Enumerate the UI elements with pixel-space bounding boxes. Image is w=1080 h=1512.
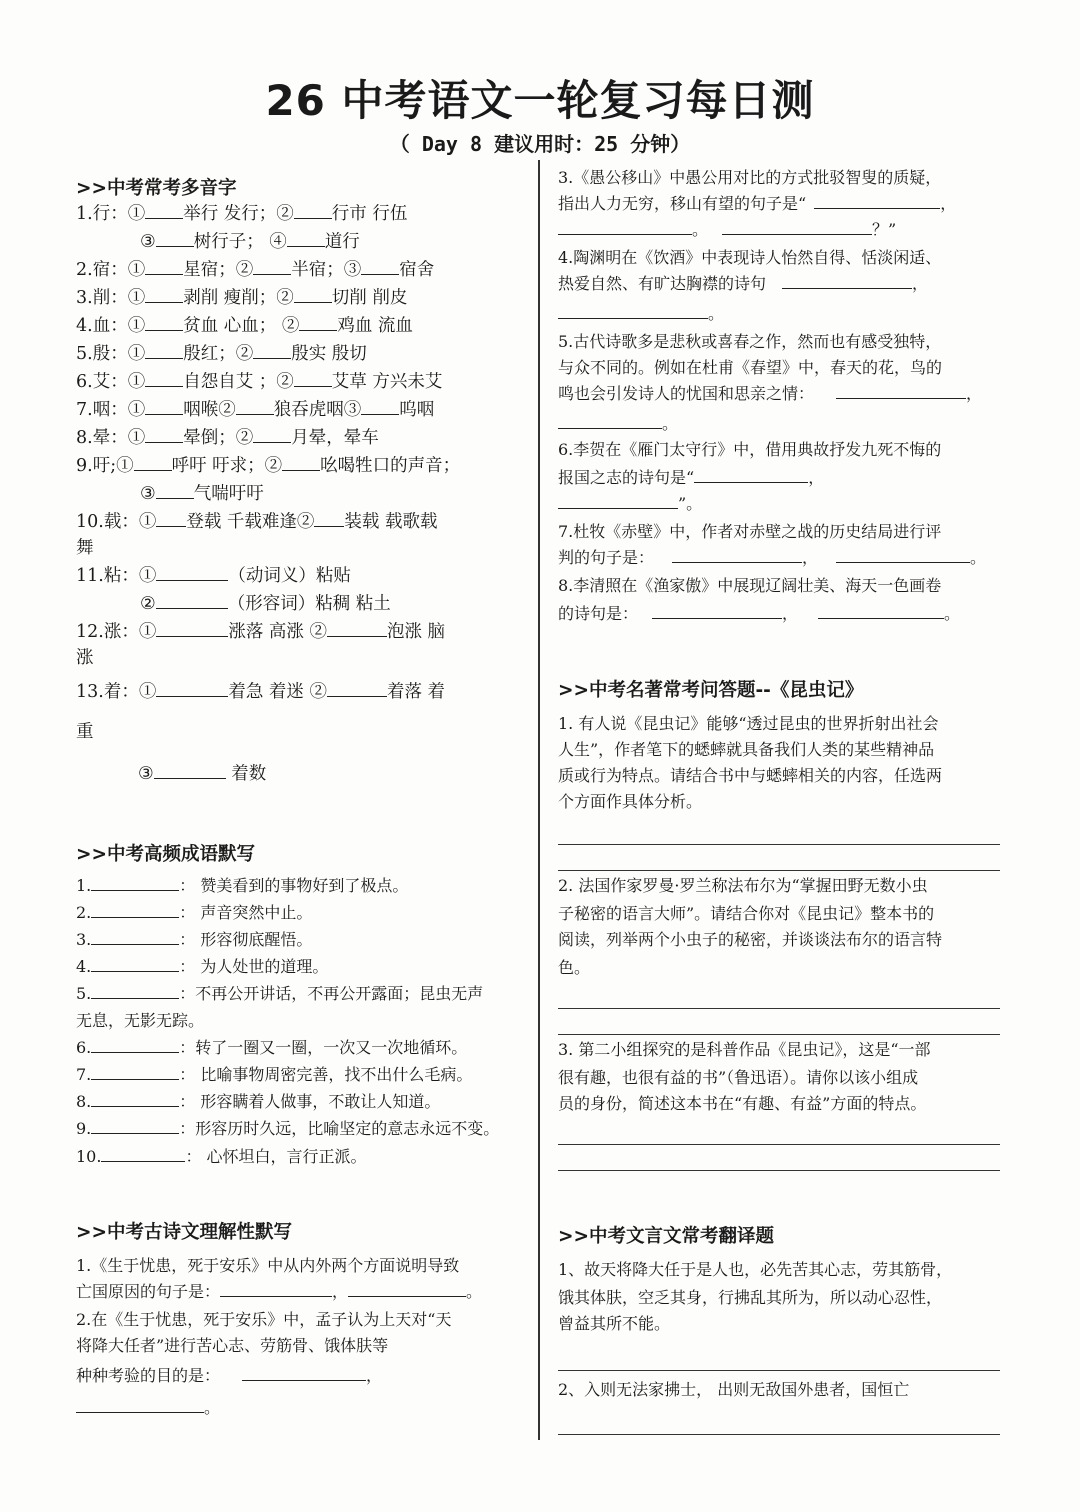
polyphone-line: 2.宿：① 星宿；② 半宿；③ 宿舍 xyxy=(76,256,434,284)
question-line: 阅读，列举两个小虫子的秘密，并谈谈法布尔的语言特 xyxy=(558,930,943,949)
polyphone-line: 9.吁;① 呼吁 吁求；② 吆喝牲口的声音； xyxy=(76,452,460,480)
poetry-line: 报国之志的诗句是“ ， xyxy=(558,464,824,492)
poetry-line: 亡国原因的句子是： ， 。 xyxy=(76,1278,482,1306)
polyphone-line: 13.着：① 着急 着迷 ② 着落 着 xyxy=(76,678,445,706)
question-line: 1、故天将降大任于是人也，必先苦其心志，劳其筋骨， xyxy=(558,1260,953,1279)
answer-blank[interactable] xyxy=(558,300,708,319)
answer-blank[interactable] xyxy=(558,410,662,429)
polyphone-line: ③ 气喘吁吁 xyxy=(140,480,264,508)
polyphone-line: 1.行：① 举行 发行；② 行市 行伍 xyxy=(76,200,407,228)
answer-blank[interactable] xyxy=(156,590,228,609)
answer-blank[interactable] xyxy=(242,1362,366,1381)
poetry-line: 热爱自然、有旷达胸襟的诗句 ， xyxy=(558,270,928,298)
poetry-line: 2.在《生于忧患，死于安乐》中，孟子认为上天对“天 xyxy=(76,1310,452,1329)
answer-blank[interactable] xyxy=(91,926,179,945)
answer-blank[interactable] xyxy=(91,1088,179,1107)
answer-line[interactable] xyxy=(558,844,1000,845)
classic-heading: >>中考名著常考问答题--《昆虫记》 xyxy=(558,680,864,701)
answer-blank[interactable] xyxy=(91,1115,179,1134)
poetry-heading: >>中考古诗文理解性默写 xyxy=(76,1222,293,1243)
answer-line[interactable] xyxy=(558,870,1000,871)
polyphone-line: 6.艾：① 自怨自艾 ；② 艾草 方兴未艾 xyxy=(76,368,442,396)
idioms-heading: >>中考高频成语默写 xyxy=(76,844,256,865)
answer-blank[interactable] xyxy=(91,872,179,891)
poetry-line: 7.杜牧《赤壁》中，作者对赤壁之战的历史结局进行评 xyxy=(558,522,942,541)
polyphone-heading: >>中考常考多音字 xyxy=(76,178,237,199)
poetry-line: 。 xyxy=(558,300,724,328)
polyphone-line: 3.削：① 剥削 瘦削；② 切削 削皮 xyxy=(76,284,407,312)
translation-heading: >>中考文言文常考翻译题 xyxy=(558,1226,775,1247)
polyphone-line: 11.粘：① （动词义）粘贴 xyxy=(76,562,351,590)
question-line: 子秘密的语言大师”。请结合你对《昆虫记》整本书的 xyxy=(558,904,935,923)
answer-blank[interactable] xyxy=(348,1278,466,1297)
answer-blank[interactable] xyxy=(327,678,387,697)
answer-blank[interactable] xyxy=(156,480,194,499)
question-line: 饿其体肤，空乏其身，行拂乱其所为，所以动心忍性， xyxy=(558,1288,943,1307)
polyphone-line: ③ 着数 xyxy=(138,760,266,788)
answer-line[interactable] xyxy=(558,1434,1000,1435)
idiom-item: 6. ：转了一圈又一圈，一次又一次地循环。 xyxy=(76,1034,467,1062)
answer-blank[interactable] xyxy=(156,618,228,637)
answer-blank[interactable] xyxy=(694,464,808,483)
answer-blank[interactable] xyxy=(145,284,183,303)
polyphone-line: 8.晕：① 晕倒；② 月晕，晕车 xyxy=(76,424,379,452)
polyphone-line: ③ 树行子； ④ 道行 xyxy=(140,228,360,256)
poetry-line: 鸣也会引发诗人的忧国和思亲之情： ， xyxy=(558,380,982,408)
poetry-line: 3.《愚公移山》中愚公用对比的方式批驳智叟的质疑， xyxy=(558,168,942,187)
answer-blank[interactable] xyxy=(145,256,183,275)
idiom-item: 2. ： 声音突然中止。 xyxy=(76,899,312,927)
poetry-line: 4.陶渊明在《饮酒》中表现诗人怡然自得、恬淡闲适、 xyxy=(558,248,942,267)
answer-blank[interactable] xyxy=(101,1143,185,1162)
polyphone-line: 4.血：① 贫血 心血； ② 鸡血 流血 xyxy=(76,312,413,340)
poetry-line: 。 xyxy=(76,1394,220,1422)
answer-blank[interactable] xyxy=(672,544,802,563)
answer-blank[interactable] xyxy=(145,200,183,219)
answer-blank[interactable] xyxy=(156,228,194,247)
question-line: 1. 有人说《昆虫记》能够“透过昆虫的世界折射出社会 xyxy=(558,714,939,733)
answer-blank[interactable] xyxy=(91,980,179,999)
idiom-item: 10. ： 心怀坦白，言行正派。 xyxy=(76,1143,367,1171)
polyphone-line: 重 xyxy=(76,722,94,742)
idiom-item: 无息，无影无踪。 xyxy=(76,1011,205,1030)
answer-blank[interactable] xyxy=(814,190,940,209)
answer-blank[interactable] xyxy=(134,452,172,471)
answer-blank[interactable] xyxy=(91,1061,179,1080)
answer-blank[interactable] xyxy=(299,312,337,331)
answer-blank[interactable] xyxy=(145,424,183,443)
answer-line[interactable] xyxy=(558,1034,1000,1035)
question-line: 个方面作具体分析。 xyxy=(558,792,703,811)
answer-blank[interactable] xyxy=(287,228,325,247)
idiom-item: 5. ：不再公开讲话，不再公开露面；昆虫无声 xyxy=(76,980,483,1008)
polyphone-line: 5.殷：① 殷红；② 殷实 殷切 xyxy=(76,340,367,368)
column-divider xyxy=(538,160,540,1440)
answer-blank[interactable] xyxy=(818,600,944,619)
idiom-item: 7. ： 比喻事物周密完善，找不出什么毛病。 xyxy=(76,1061,472,1089)
answer-blank[interactable] xyxy=(91,899,179,918)
answer-blank[interactable] xyxy=(836,544,970,563)
answer-blank[interactable] xyxy=(145,368,183,387)
poetry-line: 指出人力无穷，移山有望的句子是“ ， xyxy=(558,190,956,218)
poetry-line: 5.古代诗歌多是悲秋或喜春之作，然而也有感受独特， xyxy=(558,332,942,351)
idiom-item: 8. ： 形容瞒着人做事，不敢让人知道。 xyxy=(76,1088,440,1116)
poetry-line: 判的句子是： ， 。 xyxy=(558,544,986,572)
answer-blank[interactable] xyxy=(76,1394,204,1413)
polyphone-line: 涨 xyxy=(76,648,94,668)
poetry-line: 6.李贺在《雁门太守行》中，借用典故抒发九死不悔的 xyxy=(558,440,942,459)
answer-blank[interactable] xyxy=(652,600,782,619)
poetry-line: 。 ？” xyxy=(558,216,896,244)
poetry-line: 。 xyxy=(558,410,678,438)
answer-blank[interactable] xyxy=(91,953,179,972)
question-line: 2、入则无法家拂士， 出则无敌国外患者，国恒亡 xyxy=(558,1380,910,1399)
answer-blank[interactable] xyxy=(253,256,291,275)
answer-line[interactable] xyxy=(558,1144,1000,1145)
poetry-line: 的诗句是： ， 。 xyxy=(558,600,960,628)
page-title: 26 中考语文一轮复习每日测 xyxy=(265,76,815,125)
answer-blank[interactable] xyxy=(294,200,332,219)
question-line: 很有趣，也很有益的书”（鲁迅语）。请你以该小组成 xyxy=(558,1068,919,1087)
answer-blank[interactable] xyxy=(294,368,332,387)
question-line: 质或行为特点。请结合书中与蟋蟀相关的内容，任选两 xyxy=(558,766,943,785)
idiom-item: 9. ：形容历时久远，比喻坚定的意志永远不变。 xyxy=(76,1115,499,1143)
answer-blank[interactable] xyxy=(282,452,320,471)
polyphone-line: ② （形容词）粘稠 粘土 xyxy=(140,590,391,618)
polyphone-line: 12.涨：① 涨落 高涨 ② 泡涨 脑 xyxy=(76,618,445,646)
answer-blank[interactable] xyxy=(253,340,291,359)
answer-blank[interactable] xyxy=(145,312,183,331)
question-line: 色。 xyxy=(558,958,591,977)
answer-line[interactable] xyxy=(558,1008,1000,1009)
answer-blank[interactable] xyxy=(145,396,183,415)
answer-blank[interactable] xyxy=(220,1278,332,1297)
answer-blank[interactable] xyxy=(156,678,228,697)
answer-line[interactable] xyxy=(558,1370,1000,1371)
question-line: 3. 第二小组探究的是科普作品《昆虫记》，这是“一部 xyxy=(558,1040,931,1059)
answer-blank[interactable] xyxy=(558,216,692,235)
answer-blank[interactable] xyxy=(722,216,872,235)
idiom-item: 4. ： 为人处世的道理。 xyxy=(76,953,328,981)
answer-blank[interactable] xyxy=(91,1034,179,1053)
poetry-line: 种种考验的目的是： ， xyxy=(76,1362,382,1390)
answer-blank[interactable] xyxy=(156,562,228,581)
polyphone-line: 舞 xyxy=(76,538,94,558)
poetry-line: 与众不同的。例如在杜甫《春望》中，春天的花，鸟的 xyxy=(558,358,943,377)
answer-line[interactable] xyxy=(558,1170,1000,1171)
poetry-line: 8.李清照在《渔家傲》中展现辽阔壮美、海天一色画卷 xyxy=(558,576,942,595)
poetry-line: 1.《生于忧患，死于安乐》中从内外两个方面说明导致 xyxy=(76,1256,460,1275)
question-line: 人生”，作者笔下的蟋蟀就具备我们人类的某些精神品 xyxy=(558,740,935,759)
answer-blank[interactable] xyxy=(327,618,387,637)
answer-blank[interactable] xyxy=(782,270,912,289)
page-subtitle: （ Day 8 建议用时：25 分钟） xyxy=(389,132,691,156)
idiom-item: 3. ： 形容彻底醒悟。 xyxy=(76,926,312,954)
answer-blank[interactable] xyxy=(361,396,399,415)
answer-blank[interactable] xyxy=(145,340,183,359)
answer-blank[interactable] xyxy=(294,284,332,303)
answer-blank[interactable] xyxy=(836,380,966,399)
question-line: 员的身份，简述这本书在“有趣、有益”方面的特点。 xyxy=(558,1094,927,1113)
answer-blank[interactable] xyxy=(154,760,226,779)
answer-blank[interactable] xyxy=(361,256,399,275)
answer-blank[interactable] xyxy=(156,508,186,527)
polyphone-line: 7.咽：① 咽喉② 狼吞虎咽③ 呜咽 xyxy=(76,396,434,424)
question-line: 2. 法国作家罗曼·罗兰称法布尔为“掌握田野无数小虫 xyxy=(558,876,928,895)
answer-blank[interactable] xyxy=(236,396,274,415)
polyphone-line: 10.载：① 登载 千载难逢② 装载 载歌载 xyxy=(76,508,437,536)
idiom-item: 1. ： 赞美看到的事物好到了极点。 xyxy=(76,872,408,900)
answer-blank[interactable] xyxy=(253,424,291,443)
poetry-line: ”。 xyxy=(558,490,702,518)
question-line: 曾益其所不能。 xyxy=(558,1314,671,1333)
answer-blank[interactable] xyxy=(314,508,344,527)
answer-blank[interactable] xyxy=(558,490,678,509)
poetry-line: 将降大任者”进行苦心志、劳筋骨、饿体肤等 xyxy=(76,1336,389,1355)
